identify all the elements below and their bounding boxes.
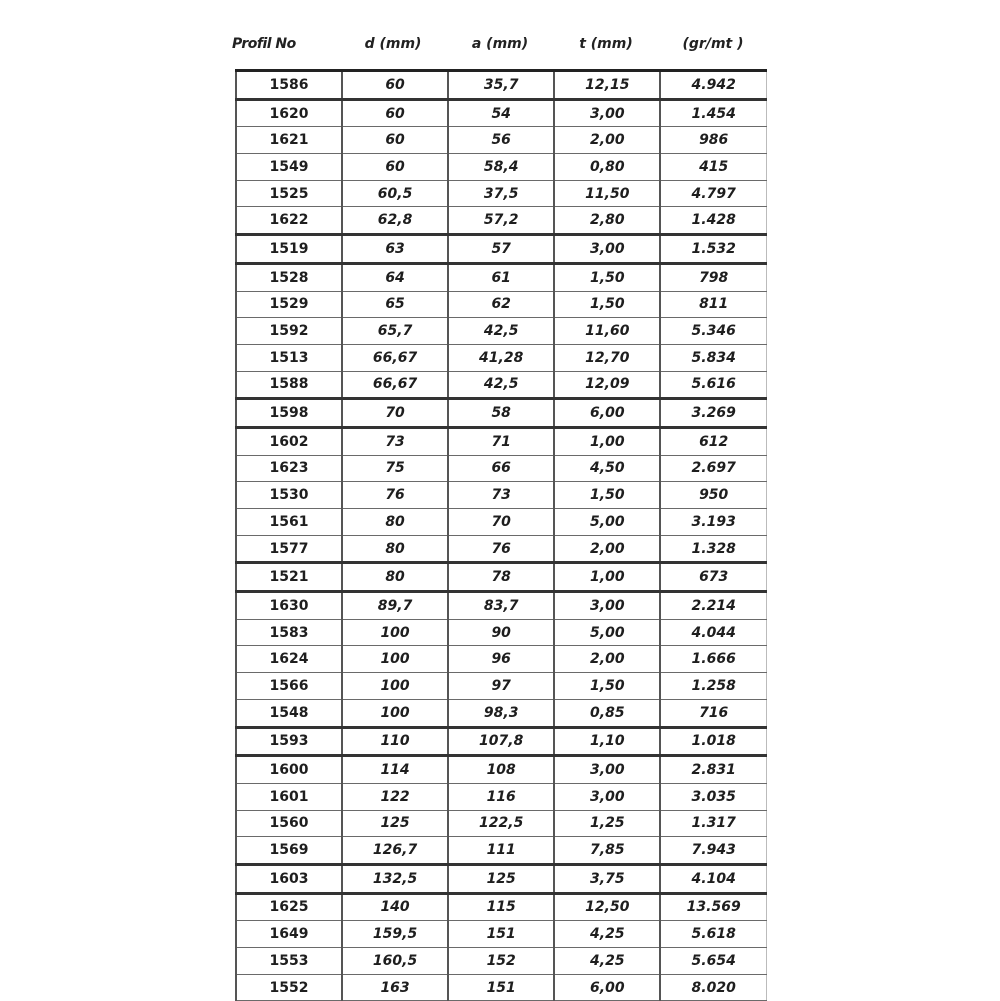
t-mm-cell: 3,00	[554, 783, 660, 810]
d-mm-cell: 80	[342, 535, 448, 563]
t-mm-cell: 2,80	[554, 207, 660, 235]
gr-mt-cell: 5.654	[660, 948, 766, 975]
gr-mt-cell: 3.269	[660, 399, 766, 428]
gr-mt-cell: 3.193	[660, 509, 766, 536]
t-mm-cell: 3,75	[554, 864, 660, 893]
table-row	[236, 399, 767, 428]
profil-no-cell: 1598	[236, 399, 342, 428]
d-mm-cell: 100	[342, 646, 448, 673]
profile-table	[235, 69, 767, 1001]
t-mm-cell: 1,50	[554, 673, 660, 700]
d-mm-cell: 73	[342, 427, 448, 455]
d-mm-cell: 163	[342, 974, 448, 1001]
a-mm-cell: 61	[448, 263, 554, 291]
a-mm-cell: 98,3	[448, 699, 554, 727]
t-mm-cell: 1,50	[554, 482, 660, 509]
gr-mt-cell: 1.666	[660, 646, 766, 673]
gr-mt-cell: 2.697	[660, 455, 766, 482]
table-row	[236, 344, 767, 371]
d-mm-cell: 60,5	[342, 180, 448, 207]
d-mm-cell: 100	[342, 619, 448, 646]
d-mm-cell: 63	[342, 235, 448, 264]
gr-mt-cell: 811	[660, 291, 766, 318]
profil-no-cell: 1566	[236, 673, 342, 700]
a-mm-cell: 62	[448, 291, 554, 318]
d-mm-cell: 60	[342, 127, 448, 154]
t-mm-cell: 12,50	[554, 893, 660, 921]
gr-mt-cell: 950	[660, 482, 766, 509]
table-row	[236, 837, 767, 865]
d-mm-cell: 89,7	[342, 592, 448, 620]
a-mm-cell: 152	[448, 948, 554, 975]
table-header	[232, 36, 772, 60]
a-mm-cell: 58,4	[448, 154, 554, 181]
table-row	[236, 563, 767, 592]
table-row	[236, 207, 767, 235]
d-mm-cell: 80	[342, 563, 448, 592]
profil-no-cell: 1583	[236, 619, 342, 646]
profil-no-cell: 1630	[236, 592, 342, 620]
d-mm-cell: 75	[342, 455, 448, 482]
table-row	[236, 893, 767, 921]
t-mm-cell: 5,00	[554, 619, 660, 646]
profil-no-cell: 1603	[236, 864, 342, 893]
a-mm-cell: 42,5	[448, 371, 554, 399]
profil-no-cell: 1521	[236, 563, 342, 592]
profil-no-cell: 1586	[236, 71, 342, 100]
a-mm-cell: 111	[448, 837, 554, 865]
t-mm-cell: 1,50	[554, 291, 660, 318]
gr-mt-cell: 4.942	[660, 71, 766, 100]
d-mm-cell: 60	[342, 71, 448, 100]
gr-mt-cell: 4.044	[660, 619, 766, 646]
d-mm-cell: 64	[342, 263, 448, 291]
profil-no-cell: 1552	[236, 974, 342, 1001]
a-mm-cell: 58	[448, 399, 554, 428]
d-mm-cell: 60	[342, 99, 448, 127]
t-mm-cell: 6,00	[554, 974, 660, 1001]
a-mm-cell: 78	[448, 563, 554, 592]
gr-mt-cell: 1.532	[660, 235, 766, 264]
profil-no-cell: 1569	[236, 837, 342, 865]
table-row	[236, 646, 767, 673]
t-mm-cell: 0,80	[554, 154, 660, 181]
a-mm-cell: 54	[448, 99, 554, 127]
t-mm-cell: 3,00	[554, 592, 660, 620]
a-mm-cell: 83,7	[448, 592, 554, 620]
profil-no-cell: 1625	[236, 893, 342, 921]
profil-no-cell: 1519	[236, 235, 342, 264]
profil-no-cell: 1529	[236, 291, 342, 318]
gr-mt-cell: 5.616	[660, 371, 766, 399]
gr-mt-cell: 2.214	[660, 592, 766, 620]
profil-no-cell: 1553	[236, 948, 342, 975]
d-mm-cell: 125	[342, 810, 448, 837]
t-mm-cell: 1,10	[554, 727, 660, 756]
table-row	[236, 921, 767, 948]
a-mm-cell: 116	[448, 783, 554, 810]
profil-no-cell: 1593	[236, 727, 342, 756]
profil-no-cell: 1592	[236, 318, 342, 345]
t-mm-cell: 6,00	[554, 399, 660, 428]
gr-mt-cell: 1.454	[660, 99, 766, 127]
table-row	[236, 263, 767, 291]
profil-no-cell: 1600	[236, 756, 342, 784]
table-row	[236, 673, 767, 700]
profil-no-cell: 1530	[236, 482, 342, 509]
table-row	[236, 699, 767, 727]
table-row	[236, 619, 767, 646]
a-mm-cell: 108	[448, 756, 554, 784]
gr-mt-cell: 673	[660, 563, 766, 592]
header-profil-no: Profil No	[232, 36, 296, 52]
t-mm-cell: 4,50	[554, 455, 660, 482]
gr-mt-cell: 2.831	[660, 756, 766, 784]
table-row	[236, 154, 767, 181]
profil-no-cell: 1548	[236, 699, 342, 727]
t-mm-cell: 3,00	[554, 99, 660, 127]
profil-no-cell: 1601	[236, 783, 342, 810]
gr-mt-cell: 5.618	[660, 921, 766, 948]
a-mm-cell: 41,28	[448, 344, 554, 371]
t-mm-cell: 4,25	[554, 948, 660, 975]
a-mm-cell: 107,8	[448, 727, 554, 756]
gr-mt-cell: 4.797	[660, 180, 766, 207]
header-a-mm: a (mm)	[471, 36, 529, 52]
profil-no-cell: 1513	[236, 344, 342, 371]
t-mm-cell: 2,00	[554, 127, 660, 154]
table-row	[236, 291, 767, 318]
header-t-mm: t (mm)	[579, 36, 633, 52]
d-mm-cell: 62,8	[342, 207, 448, 235]
profil-no-cell: 1561	[236, 509, 342, 536]
d-mm-cell: 114	[342, 756, 448, 784]
a-mm-cell: 90	[448, 619, 554, 646]
a-mm-cell: 151	[448, 921, 554, 948]
table-row	[236, 371, 767, 399]
a-mm-cell: 71	[448, 427, 554, 455]
a-mm-cell: 70	[448, 509, 554, 536]
d-mm-cell: 65,7	[342, 318, 448, 345]
d-mm-cell: 66,67	[342, 344, 448, 371]
t-mm-cell: 1,00	[554, 427, 660, 455]
header-gr-mt: (gr/mt )	[682, 36, 744, 52]
gr-mt-cell: 5.346	[660, 318, 766, 345]
profil-no-cell: 1549	[236, 154, 342, 181]
a-mm-cell: 57	[448, 235, 554, 264]
t-mm-cell: 1,00	[554, 563, 660, 592]
gr-mt-cell: 3.035	[660, 783, 766, 810]
a-mm-cell: 96	[448, 646, 554, 673]
t-mm-cell: 11,60	[554, 318, 660, 345]
table-row	[236, 509, 767, 536]
a-mm-cell: 151	[448, 974, 554, 1001]
d-mm-cell: 132,5	[342, 864, 448, 893]
table-body	[236, 71, 767, 1001]
gr-mt-cell: 986	[660, 127, 766, 154]
d-mm-cell: 65	[342, 291, 448, 318]
d-mm-cell: 80	[342, 509, 448, 536]
gr-mt-cell: 7.943	[660, 837, 766, 865]
gr-mt-cell: 13.569	[660, 893, 766, 921]
a-mm-cell: 42,5	[448, 318, 554, 345]
d-mm-cell: 160,5	[342, 948, 448, 975]
table-row	[236, 482, 767, 509]
d-mm-cell: 126,7	[342, 837, 448, 865]
gr-mt-cell: 798	[660, 263, 766, 291]
gr-mt-cell: 4.104	[660, 864, 766, 893]
a-mm-cell: 115	[448, 893, 554, 921]
a-mm-cell: 76	[448, 535, 554, 563]
d-mm-cell: 76	[342, 482, 448, 509]
profil-no-cell: 1577	[236, 535, 342, 563]
profil-no-cell: 1621	[236, 127, 342, 154]
table-row	[236, 727, 767, 756]
table-row	[236, 535, 767, 563]
table-row	[236, 427, 767, 455]
d-mm-cell: 60	[342, 154, 448, 181]
t-mm-cell: 12,70	[554, 344, 660, 371]
t-mm-cell: 7,85	[554, 837, 660, 865]
gr-mt-cell: 1.258	[660, 673, 766, 700]
table-row	[236, 948, 767, 975]
a-mm-cell: 57,2	[448, 207, 554, 235]
d-mm-cell: 140	[342, 893, 448, 921]
profil-no-cell: 1560	[236, 810, 342, 837]
a-mm-cell: 37,5	[448, 180, 554, 207]
table-row	[236, 756, 767, 784]
a-mm-cell: 35,7	[448, 71, 554, 100]
t-mm-cell: 4,25	[554, 921, 660, 948]
table-row	[236, 974, 767, 1001]
profil-no-cell: 1623	[236, 455, 342, 482]
d-mm-cell: 110	[342, 727, 448, 756]
table-row	[236, 455, 767, 482]
gr-mt-cell: 5.834	[660, 344, 766, 371]
a-mm-cell: 125	[448, 864, 554, 893]
gr-mt-cell: 1.328	[660, 535, 766, 563]
table-row	[236, 99, 767, 127]
gr-mt-cell: 1.428	[660, 207, 766, 235]
a-mm-cell: 122,5	[448, 810, 554, 837]
profil-no-cell: 1602	[236, 427, 342, 455]
t-mm-cell: 3,00	[554, 235, 660, 264]
table-row	[236, 127, 767, 154]
a-mm-cell: 97	[448, 673, 554, 700]
profil-no-cell: 1622	[236, 207, 342, 235]
d-mm-cell: 122	[342, 783, 448, 810]
profil-no-cell: 1649	[236, 921, 342, 948]
a-mm-cell: 56	[448, 127, 554, 154]
gr-mt-cell: 1.018	[660, 727, 766, 756]
table-row	[236, 592, 767, 620]
profil-no-cell: 1525	[236, 180, 342, 207]
t-mm-cell: 1,25	[554, 810, 660, 837]
t-mm-cell: 12,09	[554, 371, 660, 399]
d-mm-cell: 100	[342, 699, 448, 727]
table-row	[236, 864, 767, 893]
table-row	[236, 71, 767, 100]
t-mm-cell: 0,85	[554, 699, 660, 727]
header-d-mm: d (mm)	[364, 36, 422, 52]
gr-mt-cell: 612	[660, 427, 766, 455]
a-mm-cell: 73	[448, 482, 554, 509]
gr-mt-cell: 1.317	[660, 810, 766, 837]
d-mm-cell: 66,67	[342, 371, 448, 399]
t-mm-cell: 2,00	[554, 646, 660, 673]
gr-mt-cell: 415	[660, 154, 766, 181]
t-mm-cell: 3,00	[554, 756, 660, 784]
profil-no-cell: 1528	[236, 263, 342, 291]
t-mm-cell: 2,00	[554, 535, 660, 563]
d-mm-cell: 100	[342, 673, 448, 700]
t-mm-cell: 12,15	[554, 71, 660, 100]
table-row	[236, 810, 767, 837]
gr-mt-cell: 716	[660, 699, 766, 727]
t-mm-cell: 5,00	[554, 509, 660, 536]
d-mm-cell: 159,5	[342, 921, 448, 948]
table-row	[236, 180, 767, 207]
gr-mt-cell: 8.020	[660, 974, 766, 1001]
t-mm-cell: 1,50	[554, 263, 660, 291]
a-mm-cell: 66	[448, 455, 554, 482]
table-row	[236, 783, 767, 810]
profil-no-cell: 1588	[236, 371, 342, 399]
d-mm-cell: 70	[342, 399, 448, 428]
table-row	[236, 235, 767, 264]
table-row	[236, 318, 767, 345]
profil-no-cell: 1620	[236, 99, 342, 127]
profil-no-cell: 1624	[236, 646, 342, 673]
t-mm-cell: 11,50	[554, 180, 660, 207]
